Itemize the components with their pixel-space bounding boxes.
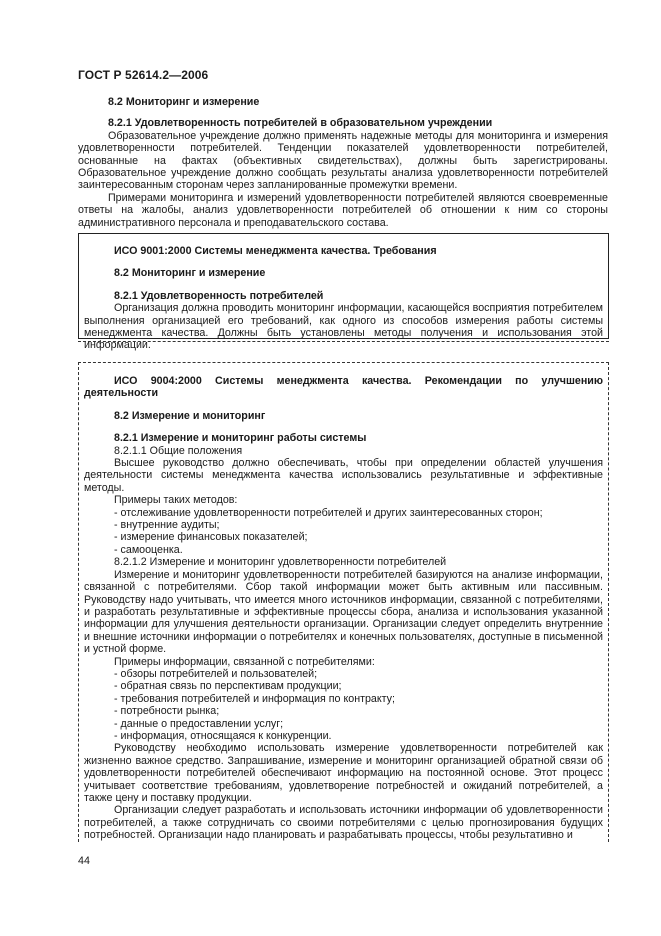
box-title: ИСО 9001:2000 Системы менеджмента качества. Требования — [114, 245, 437, 257]
clause-heading: 8.2.1.1 Общие положения — [114, 444, 243, 457]
paragraph: Руководству необходимо использовать измерение удовлетворенности потребителей как жизненно важное средство. Запрашивание, измерение и мониторинг организацией обратной связи об удовлетворенности потребителей обеспечивают информацию на постоянной основе. Этот процесс учитывает соответствие требованиям, удовлетворение потребностей и ожиданий потребителей, а также цену и поставку продукции. — [84, 742, 603, 804]
iso9001-content — [79, 245, 608, 352]
list-item: - обзоры потребителей и пользователей; — [114, 667, 318, 680]
subsection-heading: 8.2.1 Измерение и мониторинг работы системы — [114, 432, 367, 445]
list-intro: Примеры таких методов: — [114, 494, 238, 507]
list-item: - самооценка. — [114, 543, 183, 556]
iso9004-box — [78, 362, 609, 842]
section-heading: 8.2 Мониторинг и измерение — [108, 96, 260, 108]
paragraph: Высшее руководство должно обеспечивать, чтобы при определении областей улучшения деятельности системы менеджмента качества использовались результативные и эффективные методы. — [84, 457, 603, 494]
subsection-heading: 8.2.1 Удовлетворенность потребителей — [114, 289, 324, 302]
intro-section — [78, 96, 608, 229]
paragraph: Организация должна проводить мониторинг информации, касающейся восприятия потребителем выполнения организацией его требований, как одного из способов измерения работы системы менеджмента качества. Должны быть установлены методы получения и использования этой информации. — [84, 302, 603, 352]
section-heading: 8.2 Измерение и мониторинг — [114, 409, 266, 422]
list-item: - информация, относящаяся к конкуренции. — [114, 729, 332, 742]
document-header: ГОСТ Р 52614.2—2006 — [78, 68, 209, 82]
list-item: - внутренние аудиты; — [114, 519, 220, 532]
clause-heading: 8.2.1.2 Измерение и мониторинг удовлетворенности потребителей — [114, 556, 447, 569]
list-item: - данные о предоставлении услуг; — [114, 717, 284, 730]
paragraph: Измерение и мониторинг удовлетворенности потребителей базируются на анализе информации, связанной с потребителями. Сбор такой информации может быть активным или пассивным. Руководству надо учитывать, что имеется много источников информации, связанной с потребителями, и разработать результативные и эффективные процессы сбора, анализа и использования указанной информации для улучшения деятельности организации. Организации следует определить внутренние и внешние источники информации о потребителях и конечных пользователях, доступные в письменной и устной форме. — [84, 568, 603, 656]
paragraph: Примерами мониторинга и измерений удовлетворенности потребителей являются своевременные ответы на жалобы, анализ удовлетворенности потребителей об отношении к ним со стороны административного персонала и преподавательского состава. — [78, 191, 608, 229]
list-item: - потребности рынка; — [114, 705, 220, 718]
list-item: - требования потребителей и информация по контракту; — [114, 692, 396, 705]
page-number: 44 — [78, 855, 90, 867]
subsection-heading: 8.2.1 Удовлетворенность потребителей в образовательном учреждении — [108, 117, 493, 130]
paragraph: Организации следует разработать и использовать источники информации об удовлетворенности потребителей, а также сотрудничать со своими потребителями с целью прогнозирования будущих потребностей. Организации надо планировать и разрабатывать процессы, чтобы результативно и — [84, 804, 603, 842]
list-item: - измерение финансовых показателей; — [114, 531, 308, 544]
section-heading: 8.2 Мониторинг и измерение — [114, 267, 266, 280]
box-title: ИСО 9004:2000 Системы менеджмента качества. Рекомендации по улучшению деятельности — [84, 375, 603, 400]
paragraph: Образовательное учреждение должно применять надежные методы для мониторинга и измерения удовлетворенности потребителей. Тенденции показателей удовлетворенности потребителей, основанные на фактах (объективных свидетельствах), должны быть зарегистрированы. Образовательное учреждение должно сообщать результаты анализа удовлетворенности потребителей заинтересованным сторонам через запланированные промежутки времени. — [78, 129, 608, 192]
list-intro: Примеры информации, связанной с потребителями: — [114, 655, 375, 668]
list-item: - отслеживание удовлетворенности потребителей и других заинтересованных сторон; — [114, 506, 543, 519]
iso9001-box — [78, 233, 609, 352]
list-item: - обратная связь по перспективам продукции; — [114, 680, 342, 693]
iso9004-content — [79, 375, 608, 842]
